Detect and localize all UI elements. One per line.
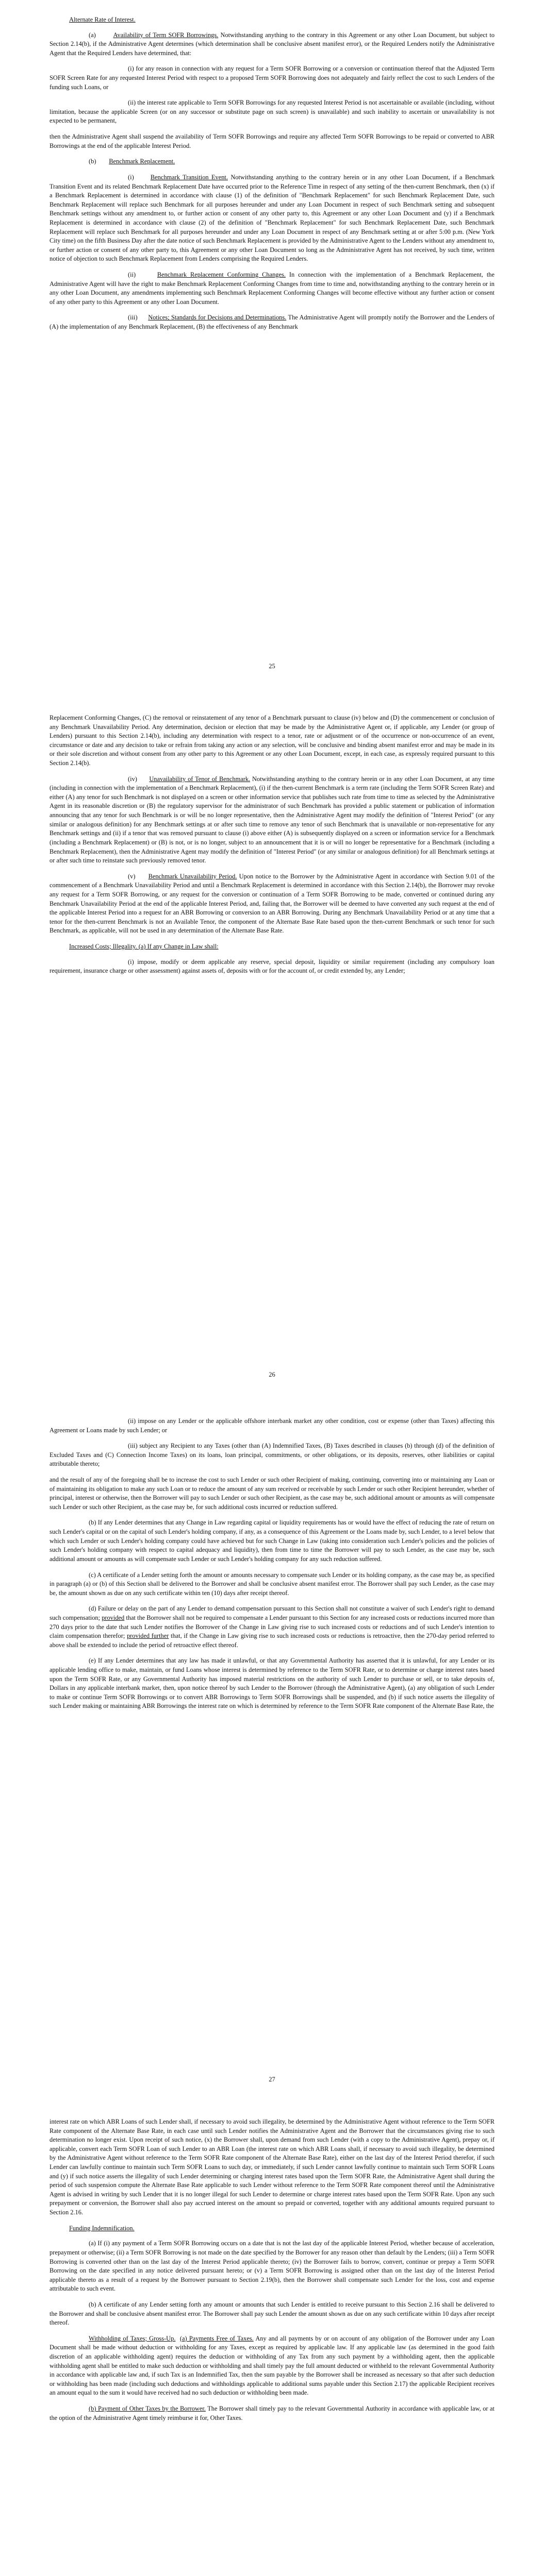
- page-number: 27: [269, 2076, 275, 2083]
- clause-a-ii: (ii) the interest rate applicable to Term SOFR Borrowings for any requested Interest Period is not ascertainable or available (including, without limitation, because the applicable Screen (or on any successor or substitute page on such screen) is unavailable) and such inability to ascertain or unavailability is not expected to be permanent,: [50, 99, 494, 125]
- increased-costs-e: (e) If any Lender determines that any law has made it unlawful, or that any Governmental Authority has asserted that it is unlawful, for any Lender or its applicable lending office to make, maintain, or fund Loans whose interest is determined by reference to the Term SOFR Rate, or to determine or charge interest rates based upon the Term SOFR Rate, or any Governmental Authority has imposed material restrictions on the authority of such Lender to purchase or sell, or to take deposits of, Dollars in any applicable interbank market, then, upon notice thereof by such Lender to the Borrower (through the Administrative Agent), (a) any obligation of such Lender to make or continue Term SOFR Borrowings or to convert ABR Borrowings to Term SOFR Borrowings shall be suspended, and (b) if such notice asserts the illegality of such Lender making or maintaining ABR Borrowings the interest rate on which is determined by reference to the Term SOFR Rate component of the Alternate Base Rate, the: [50, 1657, 494, 1710]
- payments-free-of-taxes-title: (a) Payments Free of Taxes.: [179, 2334, 254, 2342]
- increased-costs-b: (b) If any Lender determines that any Change in Law regarding capital or liquidity requirements has or would have the effect of reducing the rate of return on such Lender's capital or on the capital of such Lender's holding company, if any, as a consequence of this Agreement or the Loans made by, such Lender, to a level below that which such Lender or such Lender's holding company could have achieved but for such Change in Law (taking into consideration such Lender's policies and the policies of such Lender's holding company with respect to capital adequacy and liquidity), then from time to time the Borrower will pay to such Lender, as the case may be, such additional amount or amounts as will compensate such Lender or such Lender's holding company for any such reduction suffered.: [50, 1519, 494, 1563]
- page-26: [50, 714, 494, 1378]
- page-number: 26: [269, 1371, 275, 1378]
- clause-b-iii-title: Notices; Standards for Decisions and Determinations.: [148, 314, 287, 321]
- clause-b-i-text: Notwithstanding anything to the contrary herein or in any other Loan Document, if a Benchmark Transition Event and its related Benchmark Replacement Date have occurred prior to the Reference Time in respect of any setting of the then-current Benchmark, then (x) if a Benchmark Replacement is determined in accordance with clause (1) of the definition of "Benchmark Replacement" for such Benchmark Replacement Date, such Benchmark Replacement will replace such Benchmark for all purposes hereunder and under any Loan Document in respect of such Benchmark setting and subsequent Benchmark settings without any amendment to, or further action or consent of any other party to, this Agreement or any other Loan Document and (y) if a Benchmark Replacement is determined in accordance with clause (2) of the definition of "Benchmark Replacement" for such Benchmark Replacement Date, such Benchmark Replacement will replace such Benchmark for all purposes hereunder and under any Loan Document in respect of any Benchmark setting at or after 5:00 p.m. (New York City time) on the fifth Business Day after the date notice of such Benchmark Replacement is provided by the Administrative Agent to the Lenders without any amendment to, or further action or consent of any other party to, this Agreement or any other Loan Document so long as the Administrative Agent has not received, by such time, written notice of objection to such Benchmark Replacement from Lenders comprising the Required Lenders.: [50, 173, 494, 263]
- clause-d-part3: that, if the Change in Law giving rise to such increased costs or reductions is retroactive, then the 270-day period referred to above shall be extended to include the period of retroactive effect thereof.: [50, 1632, 494, 1649]
- page-27: [50, 1417, 495, 2083]
- clause-a-title: Availability of Term SOFR Borrowings.: [113, 31, 219, 39]
- clause-d-part2: that the Borrower shall not be required to compensate a Lender pursuant to this Section for any increased costs or reductions incurred more than 270 days prior to the date that such Lender notifies the Borrower of the Change in Law giving rise to such increased costs or reductions and of such Lender's intention to claim compensation therefor;: [50, 1614, 495, 1640]
- increased-costs-i: (i) impose, modify or deem applicable any reserve, special deposit, liquidity or similar requirement (including any compulsory loan requirement, insurance charge or other assessment) against assets of, deposits with or for the account of, or credit extended by, any Lender;: [50, 958, 494, 975]
- increased-costs-ii: (ii) impose on any Lender or the applicable offshore interbank market any other condition, cost or expense (other than Taxes) affecting this Agreement or Loans made by such Lender; or: [50, 1417, 494, 1434]
- clause-a: [50, 31, 494, 58]
- increased-costs-text: (a) If any Change in Law shall:: [137, 943, 219, 951]
- clause-d-provided-further: provided further: [126, 1632, 169, 1640]
- clause-b-i-title: Benchmark Transition Event.: [150, 173, 228, 181]
- increased-costs-title: Increased Costs; Illegality.: [69, 943, 137, 951]
- clause-b-i: [50, 173, 494, 264]
- clause-b-iii-continued: Replacement Conforming Changes, (C) the removal or reinstatement of any tenor of a Benchmark pursuant to clause (iv) below and (D) the commencement or conclusion of any Benchmark Unavailability Period. Any determination, decision or election that may be made by the Administrative Agent or, if applicable, any Lender (or group of Lenders) pursuant to this Section 2.14(b), including any determination with respect to a tenor, rate or adjustment or of the occurrence or non-occurrence of an event, circumstance or date and any decision to take or refrain from taking any action or any selection, will be conclusive and binding absent manifest error and may be made in its or their sole discretion and without consent from any other party to this Agreement or any other Loan Document, except, in each case, as expressly required pursuant to this Section 2.14(b).: [50, 714, 494, 767]
- clause-b-title: Benchmark Replacement.: [109, 158, 175, 165]
- clause-b-number: (b): [89, 158, 96, 165]
- section-funding-indemnification: Funding Indemnification.: [69, 2224, 135, 2232]
- clause-b-iii: [50, 313, 494, 331]
- clause-b-ii-text: In connection with the implementation of a Benchmark Replacement, the Administrative Agent will have the right to make Benchmark Replacement Conforming Changes from time to time and, notwithstanding anything to the contrary herein or in any other Loan Document, any amendments implementing such Benchmark Replacement Conforming Changes will become effective without any further action or consent of any other party to this Agreement or any other Loan Document.: [50, 271, 494, 306]
- clause-b-i-number: (i): [128, 173, 134, 181]
- other-taxes-text: The Borrower shall timely pay to the relevant Governmental Authority in accordance with applicable law, or at the option of the Administrative Agent timely reimburse it for, Other Taxes.: [50, 2405, 494, 2421]
- clause-b-v-text: Upon notice to the Borrower by the Administrative Agent in accordance with Section 9.01 of the commencement of a Benchmark Unavailability Period and until a Benchmark Replacement is determined in accordance with this Section 2.14(b), the Borrower may revoke any request for a Term SOFR Borrowing, or any request for the conversion or continuation of a Term SOFR Borrowing to be made, converted or continued during any Benchmark Unavailability Period at the end of the applicable Interest Period, and, failing that, the Borrower will be deemed to have converted any such request at the end of the applicable Interest Period into a request for an ABR Borrowing or conversion to an ABR Borrowing. During any Benchmark Unavailability Period or at any time that a tenor for the then-current Benchmark is not an Available Tenor, the component of the Alternate Base Rate based upon the then-current Benchmark or such tenor for such Benchmark, as applicable, will not be used in any determination of the Alternate Base Rate.: [50, 872, 494, 935]
- page-28: [50, 2117, 494, 2429]
- clause-d-provided: provided: [102, 1614, 125, 1621]
- clause-a-number: (a): [89, 31, 96, 39]
- clause-b-ii-number: (ii): [128, 271, 136, 279]
- increased-costs-c: (c) A certificate of a Lender setting forth the amount or amounts necessary to compensate such Lender or its holding company, as the case may be, as specified in paragraph (a) or (b) of this Section shall be delivered to the Borrower and shall be conclusive absent manifest error. The Borrower shall pay such Lender, as the case may be, the amount shown as due on any such certificate within ten (10) days after receipt thereof.: [50, 1571, 494, 1597]
- clause-b-iii-number: (iii): [128, 314, 138, 321]
- payments-free-of-taxes-text: Any and all payments by or on account of any obligation of the Borrower under any Loan Document shall be made without deduction or withholding for any Taxes, except as required by applicable law. If any applicable law (as determined in the good faith discretion of an applicable withholding agent) requires the deduction or withholding of any Tax from any such payment by a withholding agent, then the applicable withholding agent shall be entitled to make such deduction or withholding and shall timely pay the full amount deducted or withheld to the relevant Governmental Authority in accordance with applicable law and, if such Tax is an Indemnified Tax, then the sum payable by the Borrower shall be increased as necessary so that after such deduction or withholding has been made (including such deductions and withholdings applicable to additional sums payable under this Section 2.17) the applicable Recipient receives an amount equal to the sum it would have received had no such deduction or withholding been made.: [50, 2334, 494, 2397]
- clause-b-iv-title: Unavailability of Tenor of Benchmark.: [149, 775, 251, 783]
- page-25: [50, 15, 495, 670]
- clause-b-iv: [50, 775, 494, 866]
- clause-b-ii-title: Benchmark Replacement Conforming Changes.: [157, 271, 286, 279]
- clause-d-part1: (d) Failure or delay on the part of any Lender to demand compensation pursuant to this Section shall not constitute a waiver of such Lender's right to demand such compensation;: [50, 1605, 494, 1621]
- increased-costs-result: and the result of any of the foregoing shall be to increase the cost to such Lender or such other Recipient of making, continuing, converting into or maintaining any Loan or of maintaining its obligation to make any such Loan or to reduce the amount of any sum received or receivable by such Lender or such other Recipient hereunder, whether of principal, interest or otherwise, then the Borrower will pay to such Lender or such other Recipient, as the case may be, such additional amount or amounts as will compensate such Lender or such other Recipient, as the case may be, for such additional costs incurred or reduction suffered.: [50, 1476, 494, 1511]
- clause-b-iv-text: Notwithstanding anything to the contrary herein or in any other Loan Document, at any time (including in connection with the implementation of a Benchmark Replacement), (i) if the then-current Benchmark is a term rate (including the Term SOFR Screen Rate) and either (A) any tenor for such Benchmark is not displayed on a screen or other information service that publishes such rate from time to time as selected by the Administrative Agent in its reasonable discretion or (B) the regulatory supervisor for the administrator of such Benchmark has provided a public statement or publication of information announcing that any tenor for such Benchmark is or will be no longer representative, then the Administrative Agent may modify the definition of "Interest Period" (or any similar or analogous definition) for any Benchmark settings at or after such time to remove any tenor of such Benchmark that is unavailable or non-representative for any Benchmark settings and (ii) if a tenor that was removed pursuant to clause (i) above either (A) is subsequently displayed on a screen or information service for a Benchmark (including a Benchmark Replacement) or (B) is not, or is no longer, subject to an announcement that it is or will no longer be representative for a Benchmark (including a Benchmark Replacement), then the Administrative Agent may modify the definition of "Interest Period" (or any similar or analogous definition) for all Benchmark settings at or after such time to reinstate such previously removed tenor.: [50, 775, 494, 865]
- clause-a-then: then the Administrative Agent shall suspend the availability of Term SOFR Borrowings and require any affected Term SOFR Borrowings to be repaid or converted to ABR Borrowings at the end of the applicable Interest Period.: [50, 133, 494, 149]
- clause-b-heading: [50, 157, 494, 166]
- withholding-taxes-b: [50, 2404, 494, 2422]
- section-increased-costs: [50, 942, 494, 952]
- withholding-taxes-title: Withholding of Taxes; Gross-Up.: [89, 2334, 176, 2342]
- page-number: 25: [269, 663, 275, 670]
- illegality-continued: interest rate on which ABR Loans of such Lender shall, if necessary to avoid such illegality, be determined by the Administrative Agent without reference to the Term SOFR Rate component of the Alternate Base Rate, in each case until such Lender notifies the Administrative Agent and the Borrower that the circumstances giving rise to such determination no longer exist. Upon receipt of such notice, (x) the Borrower shall, upon demand from such Lender (with a copy to the Administrative Agent), prepay or, if applicable, convert each Term SOFR Loan of such Lender to an ABR Loan (the interest rate on which ABR Loans shall, if necessary to avoid such illegality, be determined by the Administrative Agent without reference to the Term SOFR Rate component of the Alternate Base Rate), either on the last day of the Interest Period therefor, if such Lender can lawfully continue to maintain such Term SOFR Loans to such day, or immediately, if such Lender cannot lawfully continue to maintain such Term SOFR Loans and (y) if such notice asserts the illegality of such Lender determining or charging interest rates based upon the Term SOFR Rate, the Administrative Agent shall during the period of such suspension compute the Alternate Base Rate applicable to such Lender without reference to the Term SOFR Rate component thereof until the Administrative Agent is advised in writing by such Lender that it is no longer illegal for such Lender to determine or charge interest rates based upon the Term SOFR Rate. Upon any such prepayment or conversion, the Borrower shall also pay accrued interest on the amount so prepaid or converted, together with any additional amounts required pursuant to Section 2.16.: [50, 2118, 494, 2216]
- withholding-taxes-a: [50, 2334, 494, 2398]
- clause-b-v-number: (v): [128, 872, 136, 880]
- funding-indemnification-a: (a) If (i) any payment of a Term SOFR Borrowing occurs on a date that is not the last day of the applicable Interest Period, whether because of acceleration, prepayment or otherwise; (ii) a Term SOFR Borrowing is not made on the date specified by the Borrower for any reason other than default by the Lenders; (iii) a Term SOFR Borrowing is converted other than on the last day of the Interest Period applicable thereto; (iv) the Borrower fails to borrow, convert, continue or prepay a Term SOFR Borrowing on the date specified in any notice delivered pursuant hereto; or (v) a Term SOFR Borrowing is assigned other than on the last day of the Interest Period applicable thereto as a result of a request by the Borrower pursuant to Section 2.19(b), then the Borrower shall compensate such Lender for the loss, cost and expense attributable to such event.: [50, 2240, 494, 2293]
- clause-b-ii: [50, 270, 494, 307]
- increased-costs-iii: (iii) subject any Recipient to any Taxes (other than (A) Indemnified Taxes, (B) Taxes described in clauses (b) through (d) of the definition of Excluded Taxes and (C) Connection Income Taxes) on its loans, loan principal, commitments, or other obligations, or its deposits, reserves, other liabilities or capital attributable thereto;: [50, 1442, 494, 1468]
- clause-b-v: [50, 872, 494, 936]
- clause-a-i: (i) for any reason in connection with any request for a Term SOFR Borrowing or a conversion or continuation thereof that the Adjusted Term SOFR Screen Rate for any requested Interest Period with respect to a proposed Term SOFR Borrowing does not adequately and fairly reflect the cost to such Lenders of the funding such Loans, or: [50, 65, 494, 91]
- other-taxes-title: (b) Payment of Other Taxes by the Borrower.: [89, 2405, 206, 2413]
- funding-indemnification-b: (b) A certificate of any Lender setting forth any amount or amounts that such Lender is entitled to receive pursuant to this Section 2.16 shall be delivered to the Borrower and shall be conclusive absent manifest error. The Borrower shall pay such Lender the amount shown as due on any such certificate within 10 days after receipt thereof.: [50, 2300, 494, 2327]
- clause-b-iii-text: The Administrative Agent will promptly notify the Borrower and the Lenders of (A) the implementation of any Benchmark Replacement, (B) the effectiveness of any Benchmark: [50, 314, 494, 331]
- clause-a-text: Notwithstanding anything to the contrary in this Agreement or any other Loan Document, but subject to Section 2.14(b), if the Administrative Agent determines (which determination shall be conclusive absent manifest error), or the Required Lenders notify the Administrative Agent that the Required Lenders have determined, that:: [50, 31, 495, 57]
- clause-b-iv-number: (iv): [128, 775, 137, 783]
- section-heading-alternate-rate: Alternate Rate of Interest.: [69, 16, 136, 23]
- increased-costs-d: [50, 1604, 494, 1650]
- clause-b-v-title: Benchmark Unavailability Period.: [148, 872, 237, 880]
